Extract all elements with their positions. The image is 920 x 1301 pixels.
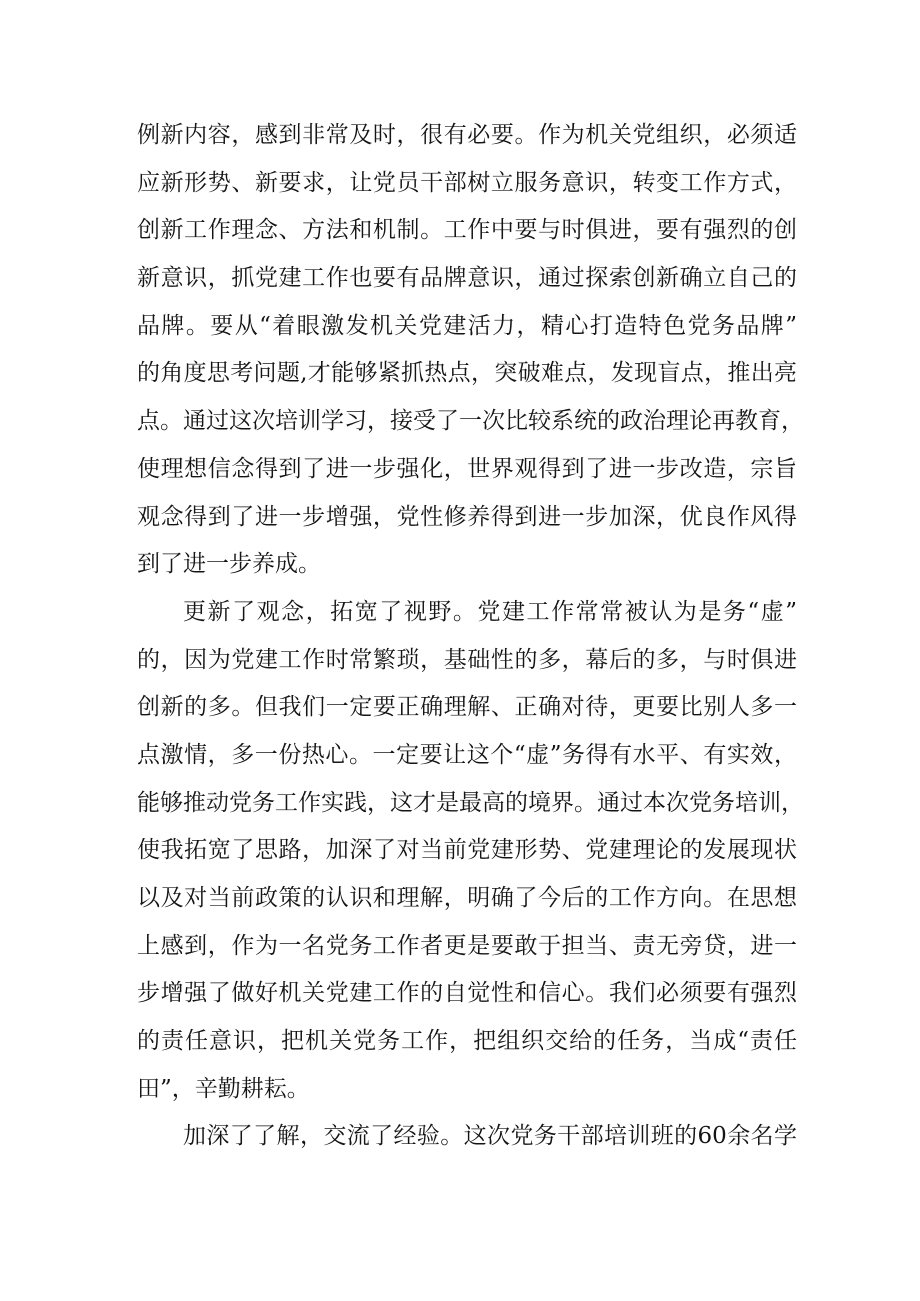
text-line: 点。通过这次培训学习，接受了一次比较系统的政治理论再教育， bbox=[137, 408, 804, 435]
text-line: 步增强了做好机关党建工作的自觉性和信心。我们必须要有强烈 bbox=[137, 980, 797, 1007]
text-line: 上感到，作为一名党务工作者更是要敢于担当、责无旁贷，进一 bbox=[137, 932, 797, 959]
text-line: 的角度思考问题,才能够紧抓热点，突破难点，发现盲点，推出亮 bbox=[137, 360, 797, 387]
text-line: 例新内容，感到非常及时，很有必要。作为机关党组织，必须适 bbox=[137, 122, 797, 148]
text-line: 创新工作理念、方法和机制。工作中要与时俱进，要有强烈的创 bbox=[137, 217, 797, 244]
text-line: 观念得到了进一步增强，党性修养得到进一步加深，优良作风得 bbox=[137, 503, 797, 530]
text-line: 点激情，多一份热心。一定要让这个“虚”务得有水平、有实效， bbox=[137, 741, 797, 768]
paragraph-first-line: 更新了观念，拓宽了视野。党建工作常常被认为是务“虚” bbox=[183, 598, 797, 625]
paragraph-first-line: 加深了了解，交流了经验。这次党务干部培训班的60余名学 bbox=[183, 1123, 797, 1150]
text-line: 的责任意识，把机关党务工作，把组织交给的任务，当成“责任 bbox=[137, 1028, 797, 1055]
text-line: 以及对当前政策的认识和理解，明确了今后的工作方向。在思想 bbox=[137, 885, 797, 911]
text-line: 使理想信念得到了进一步强化，世界观得到了进一步改造，宗旨 bbox=[137, 455, 797, 482]
text-line: 新意识，抓党建工作也要有品牌意识，通过探索创新确立自己的 bbox=[137, 265, 797, 292]
text-line: 应新形势、新要求，让党员干部树立服务意识，转变工作方式， bbox=[137, 169, 797, 196]
text-line: 使我拓宽了思路，加深了对当前党建形势、党建理论的发展现状 bbox=[137, 837, 797, 864]
text-line: 到了进一步养成。 bbox=[137, 551, 321, 578]
document-body bbox=[137, 112, 804, 1161]
text-line: 创新的多。但我们一定要正确理解、正确对待，更要比别人多一 bbox=[137, 694, 797, 721]
text-line: 的，因为党建工作时常繁琐，基础性的多，幕后的多，与时俱进 bbox=[137, 646, 797, 673]
text-line: 品牌。要从“着眼激发机关党建活力，精心打造特色党务品牌” bbox=[137, 312, 797, 339]
text-line: 田”，辛勤耕耘。 bbox=[137, 1075, 310, 1102]
text-line: 能够推动党务工作实践，这才是最高的境界。通过本次党务培训， bbox=[137, 789, 804, 816]
